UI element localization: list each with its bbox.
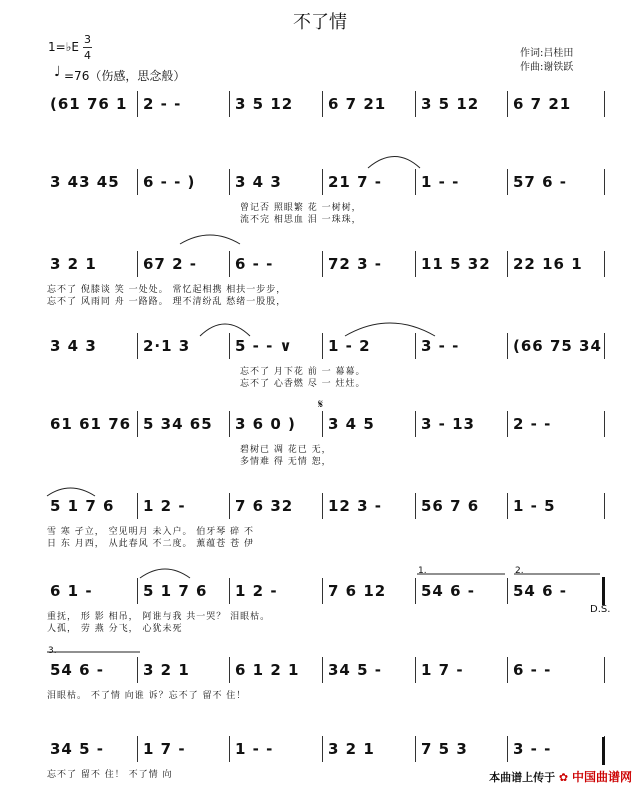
measure: 72 3 - [328, 255, 382, 273]
measure: 6 - - [235, 255, 274, 273]
measure: 54 6 - [50, 661, 104, 679]
measure: 12 3 - [328, 497, 382, 515]
dal-segno-mark: D.S. [590, 604, 611, 615]
volta-1: 1. [418, 566, 427, 576]
measure: 3 5 12 [421, 95, 480, 113]
measure: 3 - - [421, 337, 460, 355]
measure: 1 - - [421, 173, 460, 191]
measure: 56 7 6 [421, 497, 480, 515]
measure: 2 - - [513, 415, 552, 433]
lyric-line: 忘不了 心香燃 尽 一 炷炷。 [240, 379, 366, 389]
measure: 3 43 45 [50, 173, 120, 191]
measure: 6 - - [513, 661, 552, 679]
measure: 6 7 21 [328, 95, 387, 113]
measure: (61 76 1 [50, 95, 128, 113]
measure: 3 - 13 [421, 415, 475, 433]
measure: 7 5 3 [421, 740, 468, 758]
lyric-line: 忘不了 风雨同 舟 一路路。 理不清纷乱 愁绪一股股， [47, 297, 287, 307]
measure: 1 2 - [143, 497, 186, 515]
lyricist: 作词:吕桂田 [520, 48, 574, 59]
quarter-note-icon: ♩ [54, 64, 61, 80]
measure: 61 61 76 [50, 415, 132, 433]
measure: 7 6 32 [235, 497, 294, 515]
lyric-line: 人孤， 劳 燕 分飞， 心犹未死 [47, 624, 183, 634]
page-title: 不了情 [293, 12, 347, 33]
footer-text: 本曲谱上传于 [489, 771, 556, 784]
measure: 1 - - [235, 740, 274, 758]
measure: 3 4 5 [328, 415, 375, 433]
measure: 7 6 12 [328, 582, 387, 600]
measure: 34 5 - [50, 740, 104, 758]
measure: (66 75 34 [513, 337, 602, 355]
volta-3: 3. [48, 646, 57, 656]
lyric-line: 泪眼枯。 不了情 向谁 诉？忘不了 留不 住！ [47, 691, 247, 701]
measure: 3 2 1 [143, 661, 190, 679]
measure: 5 1 7 6 [50, 497, 115, 515]
measure: 6 1 - [50, 582, 93, 600]
measure: 5 34 65 [143, 415, 213, 433]
lyric-line: 忘不了 倪膝谈 笑 一处处。 常忆起相携 相扶一步步， [47, 285, 287, 295]
measure: 6 7 21 [513, 95, 572, 113]
measure: 22 16 1 [513, 255, 583, 273]
measure: 11 5 32 [421, 255, 491, 273]
lyric-line: 忘不了 月下花 前 一 幕幕。 [240, 367, 366, 377]
measure: 3 5 12 [235, 95, 294, 113]
measure: 3 4 3 [235, 173, 282, 191]
time-signature-denominator: 4 [84, 49, 91, 62]
measure: 2·1 3 [143, 337, 191, 355]
tempo-marking: =76（伤感，思念般） [64, 69, 186, 83]
measure: 6 1 2 1 [235, 661, 300, 679]
measure: 67 2 - [143, 255, 197, 273]
time-signature-numerator: 3 [84, 33, 91, 46]
composer: 作曲:谢铁跃 [520, 62, 574, 73]
key-signature: 1=♭E [48, 40, 79, 54]
lyric-line: 忘不了 留不 住！ 不了情 向 [47, 770, 173, 780]
measure: 1 - 5 [513, 497, 556, 515]
lyric-line: 碧树已 凋 花已 无， [240, 445, 332, 455]
site-logo-icon: ✿ [558, 771, 569, 784]
lyric-line: 多情难 得 无情 恕， [240, 457, 332, 467]
measure: 2 - - [143, 95, 182, 113]
footer-site: 中国曲谱网 [571, 770, 632, 784]
lyric-line: 日 东 月西， 从此春风 不二度。 薰蕴苍 苍 伊 [47, 539, 255, 549]
segno-icon: 𝄋 [318, 397, 324, 411]
measure: 5 - - ∨ [235, 337, 293, 355]
measure: 6 - - ) [143, 173, 196, 191]
measure: 3 4 3 [50, 337, 97, 355]
lyric-line: 重抚， 形 影 相吊， 阿谁与我 共一哭？ 泪眼枯。 [47, 612, 271, 622]
lyric-line: 雪 寒 孑立， 空见明月 未入户。 伯牙琴 碎 不 [47, 527, 255, 537]
measure: 54 6 - [513, 582, 567, 600]
measure: 57 6 - [513, 173, 567, 191]
measure: 1 7 - [421, 661, 464, 679]
measure: 21 7 - [328, 173, 382, 191]
lyric-line: 流不完 相思血 泪 一珠珠， [240, 215, 362, 225]
lyric-line: 曾记否 照眼繁 花 一树树， [240, 203, 362, 213]
measure: 3 6 0 ) [235, 415, 296, 433]
measure: 54 6 - [421, 582, 475, 600]
measure: 1 7 - [143, 740, 186, 758]
measure: 1 - 2 [328, 337, 371, 355]
measure: 3 2 1 [328, 740, 375, 758]
measure: 34 5 - [328, 661, 382, 679]
volta-2: 2. [515, 566, 524, 576]
measure: 3 - - [513, 740, 552, 758]
measure: 5 1 7 6 [143, 582, 208, 600]
measure: 3 2 1 [50, 255, 97, 273]
measure: 1 2 - [235, 582, 278, 600]
